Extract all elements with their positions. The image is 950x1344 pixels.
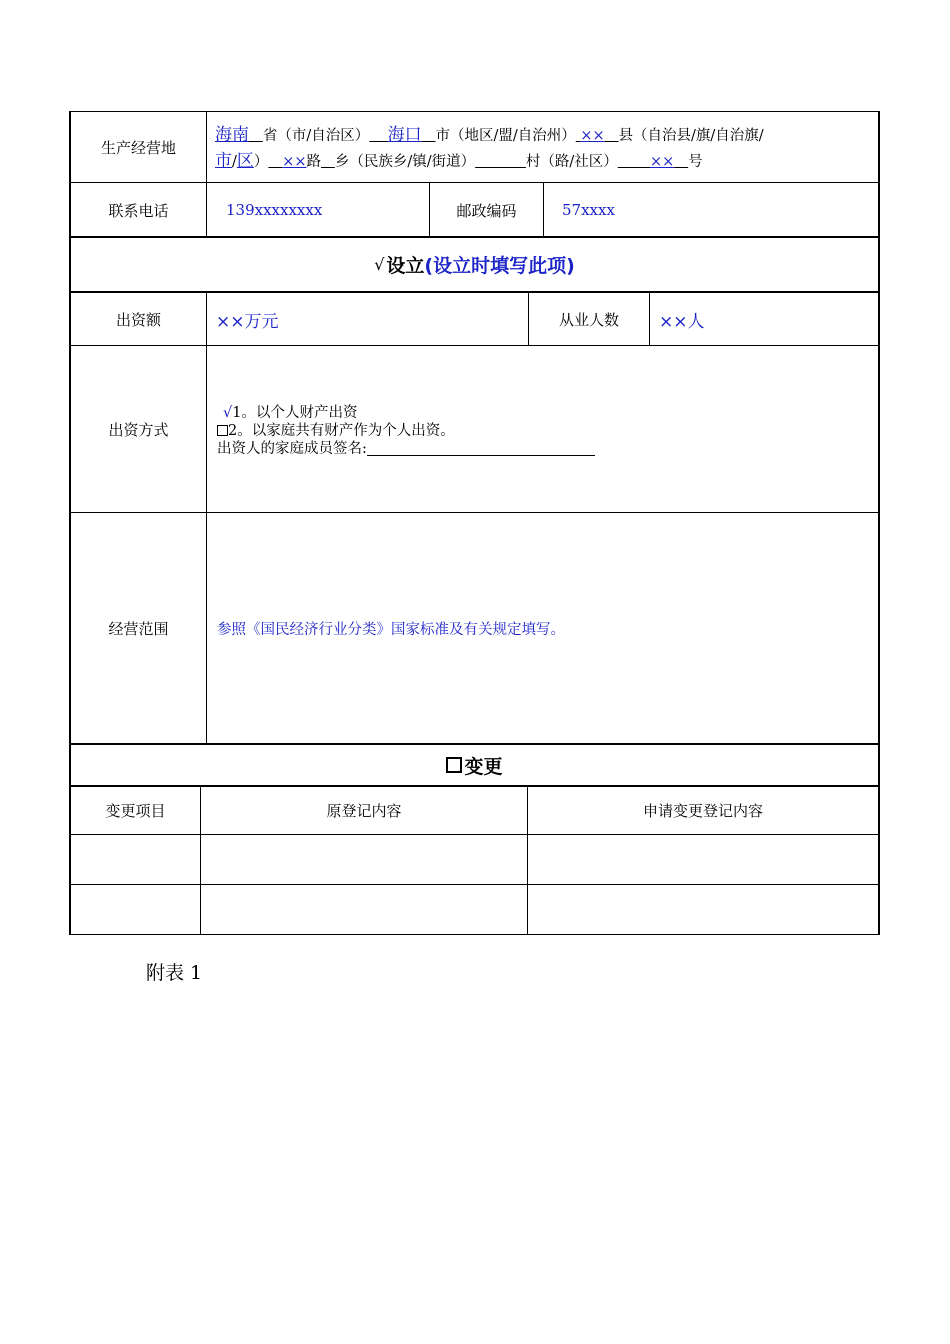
check-mark-icon: √ [223,405,233,421]
change-original-cell[interactable] [201,885,528,935]
change-row-2 [71,885,878,935]
establish-check-mark[interactable]: √ [374,255,385,274]
scope-row [71,513,878,743]
change-item-cell[interactable] [71,885,201,935]
method-option-2[interactable]: 2。以家庭共有财产作为个人出资。 [217,422,878,440]
method-label: 出资方式 [71,346,207,512]
postal-label: 邮政编码 [430,183,544,237]
method-field [207,346,878,512]
phone-label: 联系电话 [71,183,207,237]
change-requested-cell[interactable] [528,885,878,935]
change-columns-row [71,787,878,834]
method-option-1[interactable]: √1。以个人财产出资 [223,405,358,421]
change-header-row [71,745,878,785]
city-value: 海口 [387,125,422,145]
phone-field[interactable]: 139xxxxxxxx [207,183,430,237]
footer-caption: 附表 1 [146,962,203,984]
change-item-cell[interactable] [71,835,201,884]
road-value: ×× [282,154,307,170]
capital-label: 出资额 [71,293,207,345]
address-label: 生产经营地 [71,112,207,182]
signature-input[interactable] [367,441,595,456]
employees-field[interactable]: ××人 [659,311,705,332]
method-row [71,346,878,512]
establish-section-title: √ 设立 (设立时填写此项) [374,255,575,277]
change-section-title: 变更 [71,745,878,785]
scope-field[interactable]: 参照《国民经济行业分类》国家标准及有关规定填写。 [217,621,565,638]
change-requested-cell[interactable] [528,835,878,884]
registration-form [69,111,880,935]
signature-line[interactable]: 出资人的家庭成员签名: [217,440,878,458]
change-original-cell[interactable] [201,835,528,884]
postal-field[interactable]: 57xxxx [562,201,615,219]
change-row-1 [71,835,878,884]
checkbox-icon[interactable] [217,425,228,436]
number-value: ×× [650,154,675,170]
address-field[interactable]: 海南 省（市/自治区） 海口 市（地区/盟/自治州） ×× 县（自治县/旗/自治旗/ 市/区） ××路 乡（民族乡/镇/街道） 村（路/社区） ×× 号 [215,125,764,171]
capital-field[interactable]: ××万元 [207,293,529,345]
change-checkbox-icon[interactable] [446,757,462,773]
address-row [71,112,878,182]
col-item-header: 变更项目 [71,787,201,834]
col-requested-header: 申请变更登记内容 [642,802,763,820]
capital-row [71,293,878,345]
employees-label: 从业人数 [529,293,650,345]
establish-header-row [71,238,878,291]
county-value: ×× [580,128,605,144]
province-value: 海南 [215,125,249,145]
col-original-header: 原登记内容 [201,787,528,834]
scope-label: 经营范围 [71,513,207,743]
contact-row [71,183,878,237]
